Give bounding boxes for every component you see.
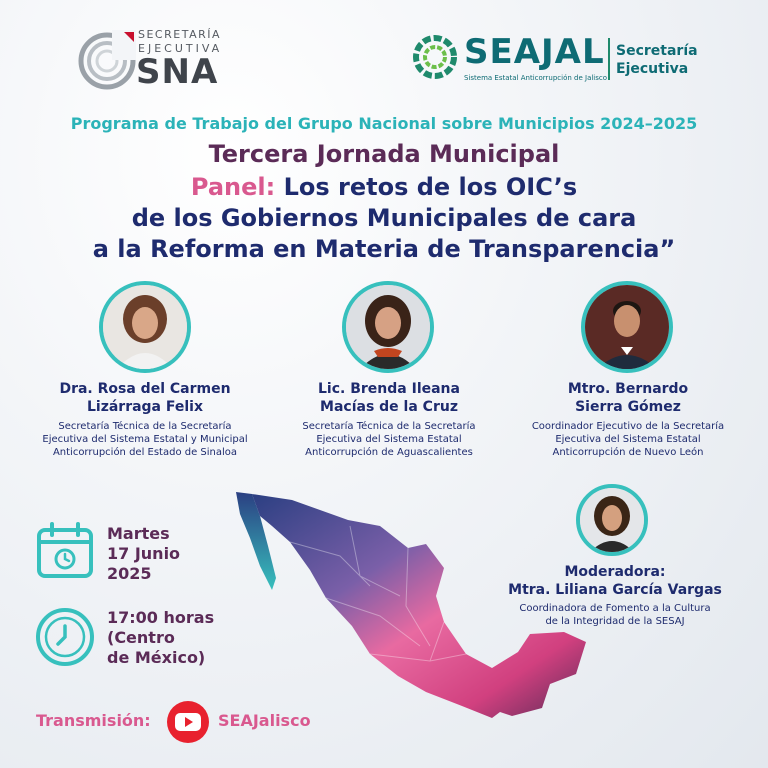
speaker-portrait-icon — [346, 285, 430, 369]
speaker-role-1a: Secretaría Técnica de la Secretaría — [58, 421, 232, 432]
panel-line1-text: Los retos de los OIC’s — [275, 173, 578, 201]
speaker-portrait-icon — [103, 285, 187, 369]
sna-swirl-icon — [78, 30, 136, 92]
speaker-photo-1 — [99, 281, 191, 373]
sna-logo-line2: EJECUTIVA — [138, 42, 223, 55]
seajal-logo — [412, 32, 702, 92]
jornada-title: Tercera Jornada Municipal — [208, 140, 560, 168]
moderator-role-b: de la Integridad de la SESAJ — [545, 616, 685, 627]
speaker-portrait-icon — [585, 285, 669, 369]
event-date-line1: Martes — [107, 524, 170, 543]
program-title: Programa de Trabajo del Grupo Nacional sobre Municipios 2024–2025 — [70, 114, 698, 133]
panel-line1 — [0, 172, 768, 203]
event-date — [107, 524, 180, 584]
moderator-portrait-icon — [580, 488, 644, 552]
seajal-subtitle: Sistema Estatal Anticorrupción de Jalisco — [464, 74, 608, 82]
sna-logo — [78, 26, 238, 96]
speaker-name-1b: Lizárraga Felix — [86, 399, 204, 415]
speaker-role-1c: Anticorrupción del Estado de Sinaloa — [52, 447, 238, 458]
speaker-role-2b: Ejecutiva del Sistema Estatal — [316, 434, 462, 445]
speaker-name-3b: Sierra Gómez — [575, 399, 681, 415]
seajal-secretaria-line1: Secretaría — [616, 43, 698, 59]
youtube-icon[interactable] — [166, 700, 210, 744]
event-time-line1: 17:00 horas — [107, 608, 215, 627]
seajal-title: SEAJAL — [464, 32, 605, 72]
speaker-role-3b: Ejecutiva del Sistema Estatal — [555, 434, 701, 445]
moderator-label: Moderadora: — [564, 564, 666, 580]
event-date-line2: 17 Junio — [107, 544, 181, 563]
calendar-icon — [36, 522, 94, 580]
seajal-secretaria — [616, 42, 698, 78]
panel-label: Panel: — [190, 173, 276, 201]
speaker-name-2a: Lic. Brenda Ileana — [318, 381, 460, 397]
speaker-card-1 — [20, 380, 270, 459]
moderator-name: Mtra. Liliana García Vargas — [508, 582, 722, 598]
stream-label: Transmisión: — [36, 711, 151, 730]
speaker-role-2a: Secretaría Técnica de la Secretaría — [302, 421, 476, 432]
speaker-card-3 — [502, 380, 754, 459]
speaker-name-3a: Mtro. Bernardo — [567, 381, 689, 397]
event-time — [107, 608, 214, 668]
speaker-card-2 — [264, 380, 514, 459]
seajal-emblem-icon — [412, 34, 458, 80]
panel-line3: a la Reforma en Materia de Transparencia” — [92, 235, 676, 263]
panel-title — [0, 172, 768, 265]
moderator-role-a: Coordinadora de Fomento a la Cultura — [519, 603, 711, 614]
seajal-divider — [608, 38, 610, 80]
panel-line2: de los Gobiernos Municipales de cara — [131, 204, 637, 232]
speaker-role-2c: Anticorrupción de Aguascalientes — [305, 447, 473, 458]
stream-handle[interactable]: SEAJalisco — [218, 711, 311, 730]
speaker-name-2b: Macías de la Cruz — [320, 399, 458, 415]
moderator-card — [490, 563, 740, 628]
moderator-photo — [576, 484, 648, 556]
event-date-line3: 2025 — [107, 564, 152, 583]
seajal-secretaria-line2: Ejecutiva — [616, 61, 689, 77]
sna-logo-line1: SECRETARÍA — [138, 28, 222, 41]
clock-icon — [34, 606, 96, 668]
sna-logo-line3: SNA — [136, 52, 219, 92]
speaker-role-3c: Anticorrupción de Nuevo León — [552, 447, 704, 458]
speaker-photo-3 — [581, 281, 673, 373]
speaker-photo-2 — [342, 281, 434, 373]
speaker-name-1a: Dra. Rosa del Carmen — [59, 381, 231, 397]
speaker-role-1b: Ejecutiva del Sistema Estatal y Municipal — [42, 434, 248, 445]
event-time-line3: de México) — [107, 648, 206, 667]
speaker-role-3a: Coordinador Ejecutivo de la Secretaría — [531, 421, 725, 432]
event-time-line2: (Centro — [107, 628, 175, 647]
